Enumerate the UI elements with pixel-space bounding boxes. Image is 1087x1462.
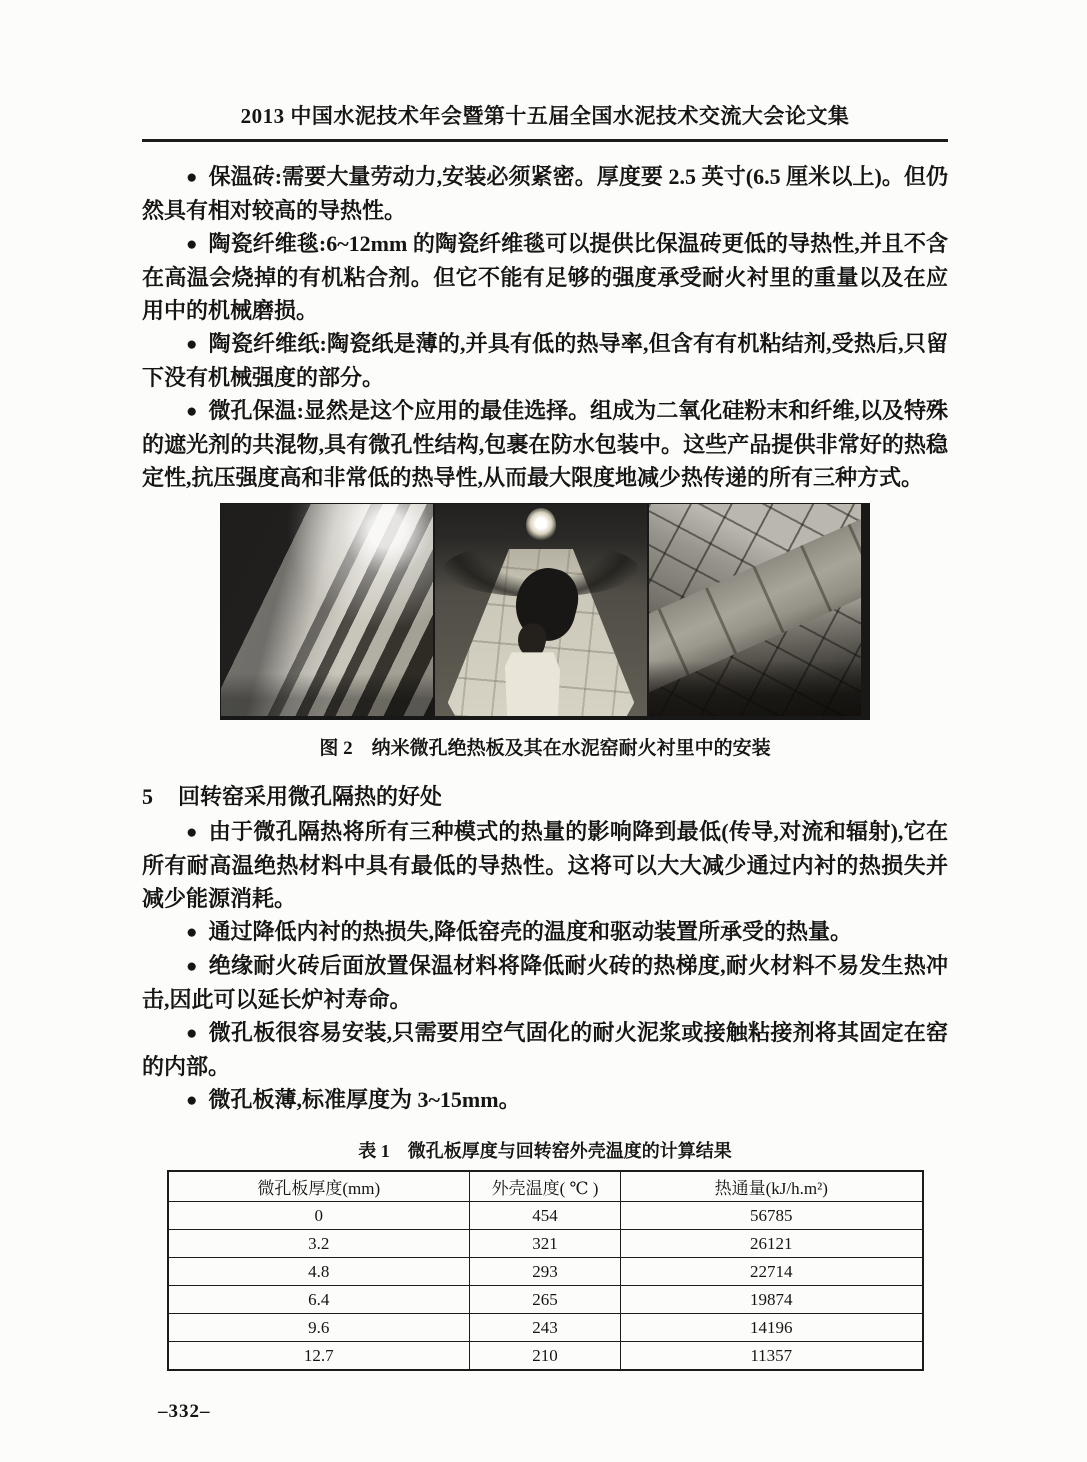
bullet-paragraph-shell-temperature <box>142 915 948 949</box>
bullet-paragraph-ceramic-fiber-blanket <box>142 227 948 327</box>
bullet-icon: ● <box>186 1090 198 1111</box>
table1-title: 表 1 微孔板厚度与回转窑外壳温度的计算结果 <box>358 1141 732 1161</box>
table-header-cell-shell-temp: 外壳温度( ℃ ) <box>470 1171 621 1202</box>
paragraph-text: 保温砖:需要大量劳动力,安装必须紧密。厚度要 2.5 英寸(6.5 厘米以上)。但仍然具有相对较高的导热性。 <box>142 164 949 223</box>
bullet-icon: ● <box>186 822 198 843</box>
corner-shadow-graphic <box>649 504 861 716</box>
bullet-paragraph-thermal-gradient <box>142 949 948 1016</box>
bullet-icon: ● <box>186 1023 198 1044</box>
bullet-paragraph-microporous-insulation <box>142 394 948 494</box>
table-cell: 4.8 <box>168 1258 470 1286</box>
table-cell: 22714 <box>621 1258 923 1286</box>
table-cell: 6.4 <box>168 1286 470 1314</box>
table-cell: 56785 <box>621 1202 923 1230</box>
table-header-row <box>168 1171 923 1202</box>
figure2-caption: 图 2 纳米微孔绝热板及其在水泥窑耐火衬里中的安装 <box>319 738 771 759</box>
proceedings-header-title: 2013 中国水泥技术年会暨第十五届全国水泥技术交流大会论文集 <box>240 104 850 128</box>
section5-body <box>142 815 948 1117</box>
table-header-cell-heat-flux: 热通量(kJ/h.m²) <box>621 1171 923 1202</box>
bullet-paragraph-thin-board <box>142 1083 948 1117</box>
table-cell: 243 <box>470 1314 621 1342</box>
paragraph-text: 微孔保温:显然是这个应用的最佳选择。组成为二氧化硅粉末和纤维,以及特殊的遮光剂的共混物,具有微孔性结构,包裹在防水包装中。这些产品提供非常好的热稳定性,抗压强度高和非常低的热导性,从而最大限度地减少热传递的所有三种方式。 <box>142 398 948 490</box>
body-text <box>142 160 948 494</box>
paragraph-text: 微孔板很容易安装,只需要用空气固化的耐火泥浆或接触粘接剂将其固定在窑的内部。 <box>142 1020 948 1079</box>
figure2-photo-strip <box>220 503 870 720</box>
section5-heading <box>142 780 948 811</box>
header-rule <box>142 139 948 142</box>
table-cell: 9.6 <box>168 1314 470 1342</box>
paragraph-text: 通过降低内衬的热损失,降低窑壳的温度和驱动装置所承受的热量。 <box>208 919 852 944</box>
bullet-icon: ● <box>186 334 198 355</box>
paragraph-text: 陶瓷纤维纸:陶瓷纸是薄的,并具有低的热导率,但含有有机粘结剂,受热后,只留下没有机械强度的部分。 <box>142 331 948 390</box>
table-cell: 210 <box>470 1342 621 1371</box>
table-cell: 19874 <box>621 1286 923 1314</box>
paragraph-text: 由于微孔隔热将所有三种模式的热量的影响降到最低(传导,对流和辐射),它在所有耐高温绝热材料中具有最低的导热性。这将可以大大减少通过内衬的热损失并减少能源消耗。 <box>142 819 948 911</box>
table-row <box>168 1202 923 1230</box>
figure2-photo-kiln-installation <box>435 504 647 716</box>
bullet-icon: ● <box>186 167 198 188</box>
bullet-paragraph-three-modes <box>142 815 948 915</box>
table-cell: 0 <box>168 1202 470 1230</box>
figure2-photo-brick-lining <box>649 504 861 716</box>
table-cell: 12.7 <box>168 1342 470 1371</box>
table-row <box>168 1258 923 1286</box>
table-row <box>168 1314 923 1342</box>
bullet-icon: ● <box>186 401 198 422</box>
bullet-icon: ● <box>186 234 198 255</box>
table-cell: 3.2 <box>168 1230 470 1258</box>
table-row <box>168 1230 923 1258</box>
page-number: –332– <box>158 1401 211 1422</box>
section5-title: 回转窑采用微孔隔热的好处 <box>178 784 443 809</box>
bright-patch-graphic <box>505 652 560 716</box>
paragraph-text: 绝缘耐火砖后面放置保温材料将降低耐火砖的热梯度,耐火材料不易发生热冲击,因此可以延长炉衬寿命。 <box>142 953 948 1012</box>
table-header-cell-thickness: 微孔板厚度(mm) <box>168 1171 470 1202</box>
bullet-paragraph-ceramic-fiber-paper <box>142 327 948 394</box>
paragraph-text: 微孔板薄,标准厚度为 3~15mm。 <box>208 1087 521 1112</box>
table-cell: 11357 <box>621 1342 923 1371</box>
bullet-paragraph-easy-install <box>142 1016 948 1083</box>
table1 <box>167 1170 924 1371</box>
page-content <box>142 100 948 1423</box>
table-cell: 265 <box>470 1286 621 1314</box>
bullet-paragraph-insulating-brick <box>142 160 948 227</box>
table-cell: 14196 <box>621 1314 923 1342</box>
paragraph-text: 陶瓷纤维毯:6~12mm 的陶瓷纤维毯可以提供比保温砖更低的导热性,并且不含在高温会烧掉的有机粘合剂。但它不能有足够的强度承受耐火衬里的重量以及在应用中的机械磨损。 <box>142 231 948 323</box>
glare-overlay-graphic <box>221 504 433 716</box>
table-cell: 321 <box>470 1230 621 1258</box>
table-cell: 293 <box>470 1258 621 1286</box>
bullet-icon: ● <box>186 922 198 943</box>
table-cell: 454 <box>470 1202 621 1230</box>
table-cell: 26121 <box>621 1230 923 1258</box>
bullet-icon: ● <box>186 956 198 977</box>
section5-number: 5 <box>142 784 153 809</box>
table-row <box>168 1342 923 1371</box>
figure2-photo-microporous-panels <box>221 504 433 716</box>
table-row <box>168 1286 923 1314</box>
